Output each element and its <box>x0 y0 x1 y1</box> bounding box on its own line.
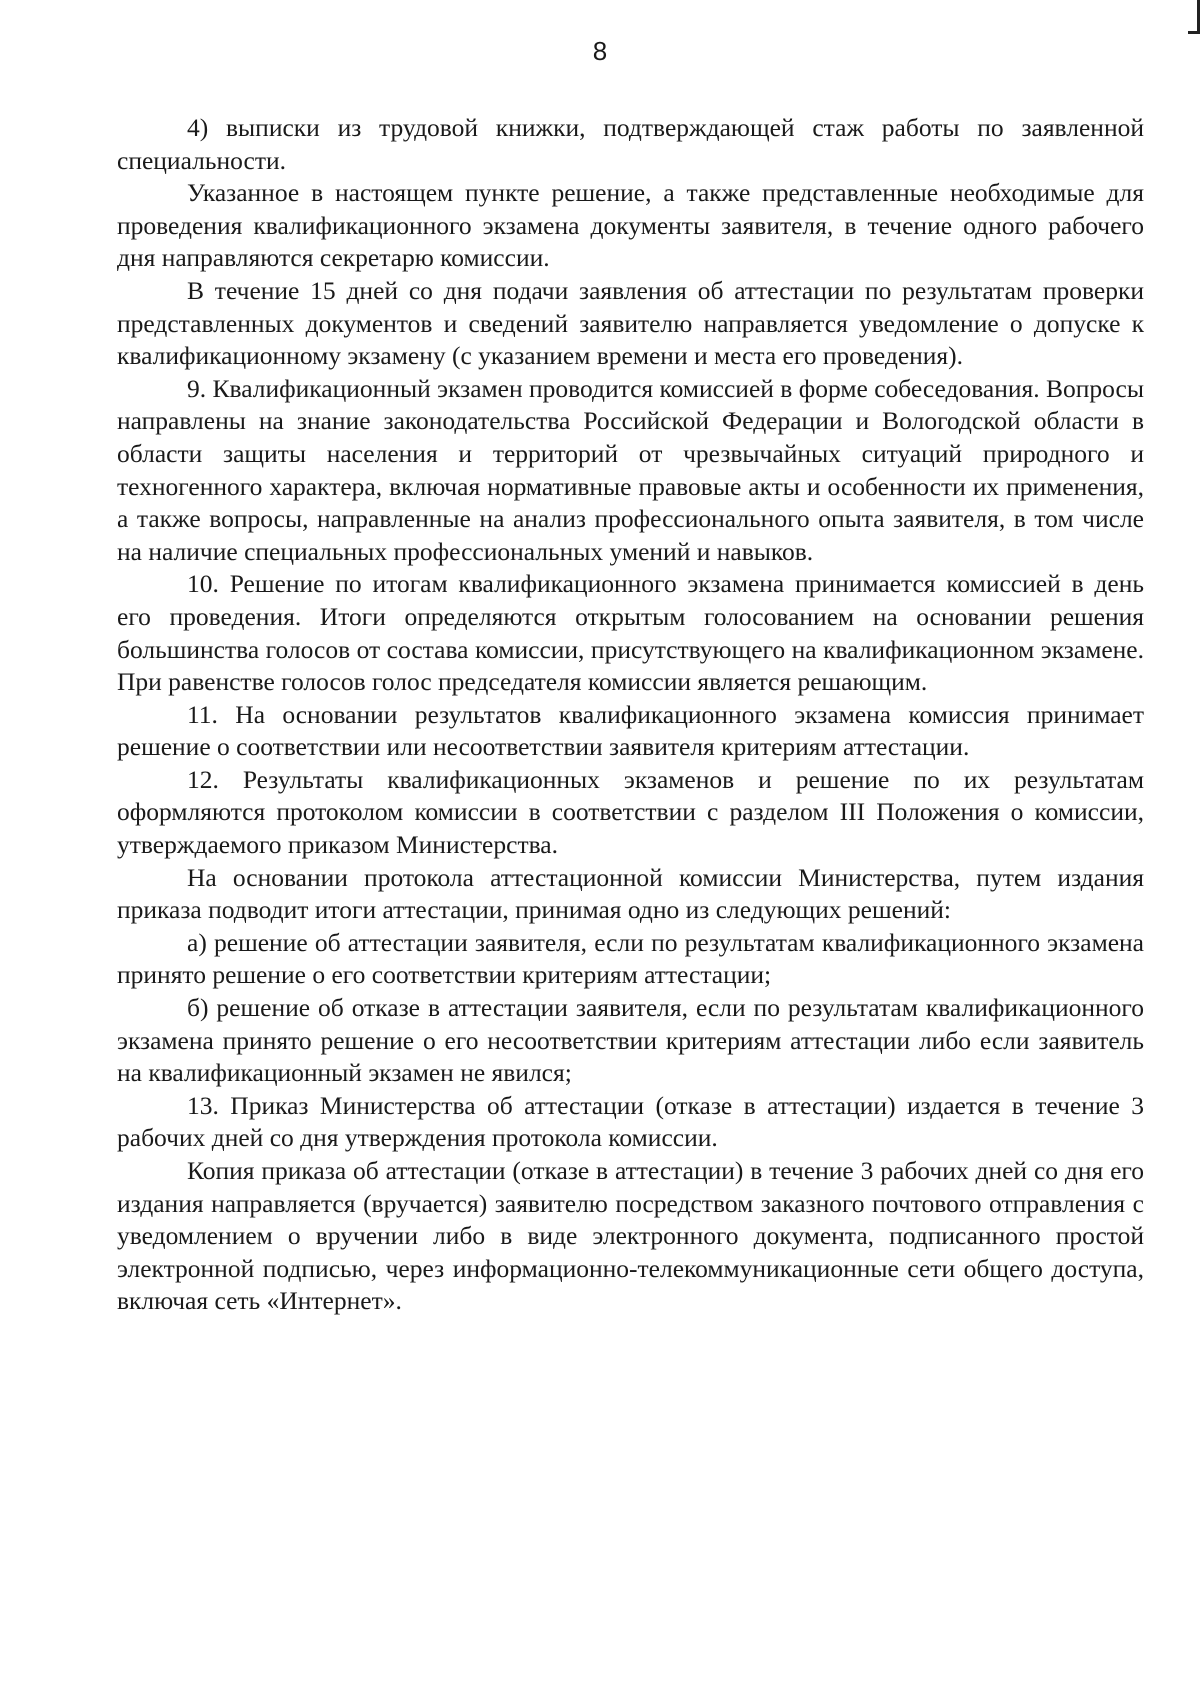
paragraph-item-11-compliance: 11. На основании результатов квалификационного экзамена комиссия принимает решение о соответствии или несоответствии заявителя критериям аттестации. <box>117 699 1144 762</box>
paragraph-admission-notice: В течение 15 дней со дня подачи заявления об аттестации по результатам проверки представленных документов и сведений заявителю направляется уведомление о допуске к квалификационному экзамену (с указанием времени и места его проведения). <box>117 275 1144 371</box>
document-body <box>117 112 1144 1318</box>
paragraph-item-12-protocol: 12. Результаты квалификационных экзаменов и решение по их результатам оформляются протоколом комиссии в соответствии с разделом III Положения о комиссии, утверждаемого приказом Министерства. <box>117 764 1144 860</box>
paragraph-option-a: а) решение об аттестации заявителя, если по результатам квалификационного экзамена принято решение о его соответствии критериям аттестации; <box>117 927 1144 990</box>
paragraph-option-b: б) решение об отказе в аттестации заявителя, если по результатам квалификационного экзамена принято решение о его несоответствии критериям аттестации либо если заявитель на квалификационный экзамен не явился; <box>117 993 1144 1088</box>
paragraph-item-10-decision: 10. Решение по итогам квалификационного экзамена принимается комиссией в день его проведения. Итоги определяются открытым голосованием на основании решения большинства голосов от состава комиссии, присутствующего на квалификационном экзамене. При равенстве голосов голос председателя комиссии является решающим. <box>117 569 1144 697</box>
paragraph-item-13-order: 13. Приказ Министерства об аттестации (отказе в аттестации) издается в течение 3 рабочих дней со дня утверждения протокола комиссии. <box>117 1090 1144 1153</box>
paragraph-order-results: На основании протокола аттестационной комиссии Министерства, путем издания приказа подводит итоги аттестации, принимая одно из следующих решений: <box>117 862 1144 925</box>
paragraph-work-record-extract: 4) выписки из трудовой книжки, подтверждающей стаж работы по заявленной специальности. <box>117 113 1144 175</box>
paragraph-item-9-exam: 9. Квалификационный экзамен проводится комиссией в форме собеседования. Вопросы направлены на знание законодательства Российской Федерации и Вологодской области в области защиты населения и территорий от чрезвычайных ситуаций природного и техногенного характера, включая нормативные правовые акты и особенности их применения, а также вопросы, направленные на анализ профессионального опыта заявителя, в том числе на наличие специальных профессиональных умений и навыков. <box>117 373 1144 566</box>
paragraph-order-copy: Копия приказа об аттестации (отказе в аттестации) в течение 3 рабочих дней со дня его издания направляется (вручается) заявителю посредством заказного почтового отправления с уведомлением о вручении либо в виде электронного документа, подписанного простой электронной подписью, через информационно-телекоммуникационные сети общего доступа, включая сеть «Интернет». <box>117 1156 1144 1316</box>
paragraph-documents-to-secretary: Указанное в настоящем пункте решение, а также представленные необходимые для проведения квалификационного экзамена документы заявителя, в течение одного рабочего дня направляются секретарю комиссии. <box>117 178 1144 273</box>
scan-corner-mark <box>1188 0 1200 34</box>
page-number: 8 <box>592 36 608 66</box>
